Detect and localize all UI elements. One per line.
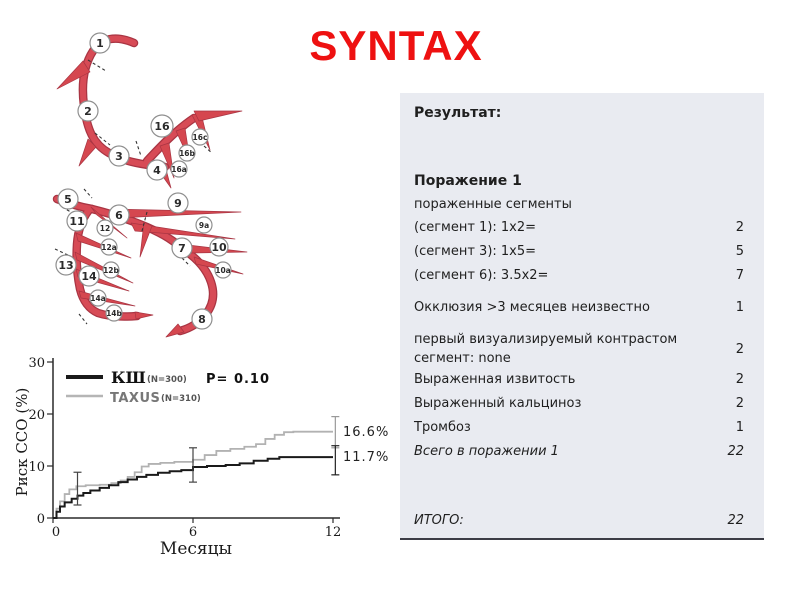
segment-label: 16: [154, 120, 170, 133]
risk-chart: [10, 352, 390, 564]
y-tick-label: 20: [28, 408, 45, 423]
table-row-lesion-total: [414, 440, 764, 464]
y-tick-label: 0: [36, 512, 45, 527]
chart-series: [53, 417, 339, 518]
lca-artery-diagram: [30, 180, 255, 348]
segment-label: 12: [99, 224, 111, 233]
segment-label: 7: [178, 242, 186, 255]
total-label: ИТОГО:: [414, 513, 464, 528]
p-value-label: P= 0.10: [206, 372, 271, 387]
x-tick-label: 0: [51, 525, 61, 540]
row-label: (сегмент 6): 3.5x2=: [414, 268, 549, 283]
chart-legend: [66, 368, 270, 406]
segment-boundary-dash: [182, 258, 190, 266]
row-label: (сегмент 1): 1x2=: [414, 220, 537, 235]
segment-boundary-dash: [79, 314, 87, 324]
row-value: 2: [735, 372, 744, 387]
legend-n-ksh: (N=300): [147, 375, 187, 385]
lesion-title: Поражение 1: [414, 173, 522, 189]
table-row: [414, 264, 764, 288]
table-row: [414, 392, 764, 416]
y-tick-label: 10: [28, 460, 45, 475]
end-label-taxus: 16.6%: [343, 425, 390, 440]
legend-label-ksh: КШ: [111, 368, 146, 387]
segment-label: 1: [96, 37, 104, 50]
segment-boundary-dash: [136, 141, 141, 156]
row-value: 2: [735, 220, 744, 235]
segment-label: 16b: [179, 149, 195, 158]
row-label: Выраженный кальциноз: [414, 396, 582, 411]
table-row-grand-total: [414, 508, 764, 534]
table-row: [414, 216, 764, 240]
lesion-subtitle: пораженные сегменты: [414, 197, 572, 212]
segment-label: 11: [69, 215, 85, 228]
row-value: 2: [735, 396, 744, 411]
rca-segment-labels: [78, 33, 208, 180]
row-value: 1: [735, 420, 744, 435]
segment-label: 12b: [103, 266, 119, 275]
segment-label: 16a: [171, 165, 187, 174]
segment-label: 14b: [106, 309, 122, 318]
end-label-ksh: 11.7%: [343, 450, 390, 465]
segment-boundary-dash: [204, 146, 212, 153]
row-label: (сегмент 3): 1x5=: [414, 244, 537, 259]
panel-spacer: [414, 464, 764, 508]
segment-label: 14a: [90, 294, 106, 303]
segment-label: 13: [58, 259, 74, 272]
table-row: [414, 368, 764, 392]
y-tick-label: 30: [28, 356, 45, 371]
segment-label: 12a: [101, 243, 117, 252]
segment-label: 3: [115, 150, 123, 163]
row-label: Окклюзия >3 месяцев неизвестно: [414, 300, 650, 315]
segment-boundary-dash: [84, 189, 92, 198]
segment-label: 5: [64, 193, 72, 206]
segment-label: 9a: [198, 221, 210, 230]
page-title: SYNTAX: [309, 22, 483, 69]
x-tick-label: 12: [324, 525, 342, 540]
row-value: 22: [727, 444, 744, 459]
table-row: [414, 416, 764, 440]
row-value: 1: [735, 300, 744, 315]
x-axis-label: Месяцы: [159, 539, 233, 559]
segment-label: 2: [84, 105, 92, 118]
chart-axes: [47, 358, 340, 523]
legend-label-taxus: TAXUS: [110, 391, 161, 406]
row-value: 5: [735, 244, 744, 259]
table-row: [414, 330, 764, 368]
table-row: [414, 296, 764, 320]
table-row: [414, 240, 764, 264]
total-value: 22: [727, 513, 744, 528]
legend-n-taxus: (N=310): [161, 394, 201, 404]
segment-label: 4: [153, 164, 161, 177]
row-label: Тромбоз: [414, 420, 471, 435]
row-label: Выраженная извитость: [414, 372, 576, 387]
row-label: первый визуализируемый контрастом сегмент: none: [414, 332, 678, 366]
row-value: 7: [735, 268, 744, 283]
rca-artery-diagram: [40, 15, 250, 200]
segment-label: 9: [174, 197, 182, 210]
result-panel: [400, 93, 764, 540]
segment-label: 10: [211, 241, 227, 254]
segment-label: 8: [198, 313, 206, 326]
segment-label: 6: [115, 209, 123, 222]
panel-header: Результат:: [414, 105, 502, 121]
segment-label: 14: [81, 270, 97, 283]
x-tick-label: 6: [188, 525, 198, 540]
row-value: 2: [735, 341, 744, 357]
y-axis-label: Риск ССО (%): [13, 387, 31, 497]
row-label: Всего в поражении 1: [414, 444, 559, 459]
segment-label: 16c: [192, 133, 208, 142]
segment-label: 10a: [215, 266, 231, 275]
